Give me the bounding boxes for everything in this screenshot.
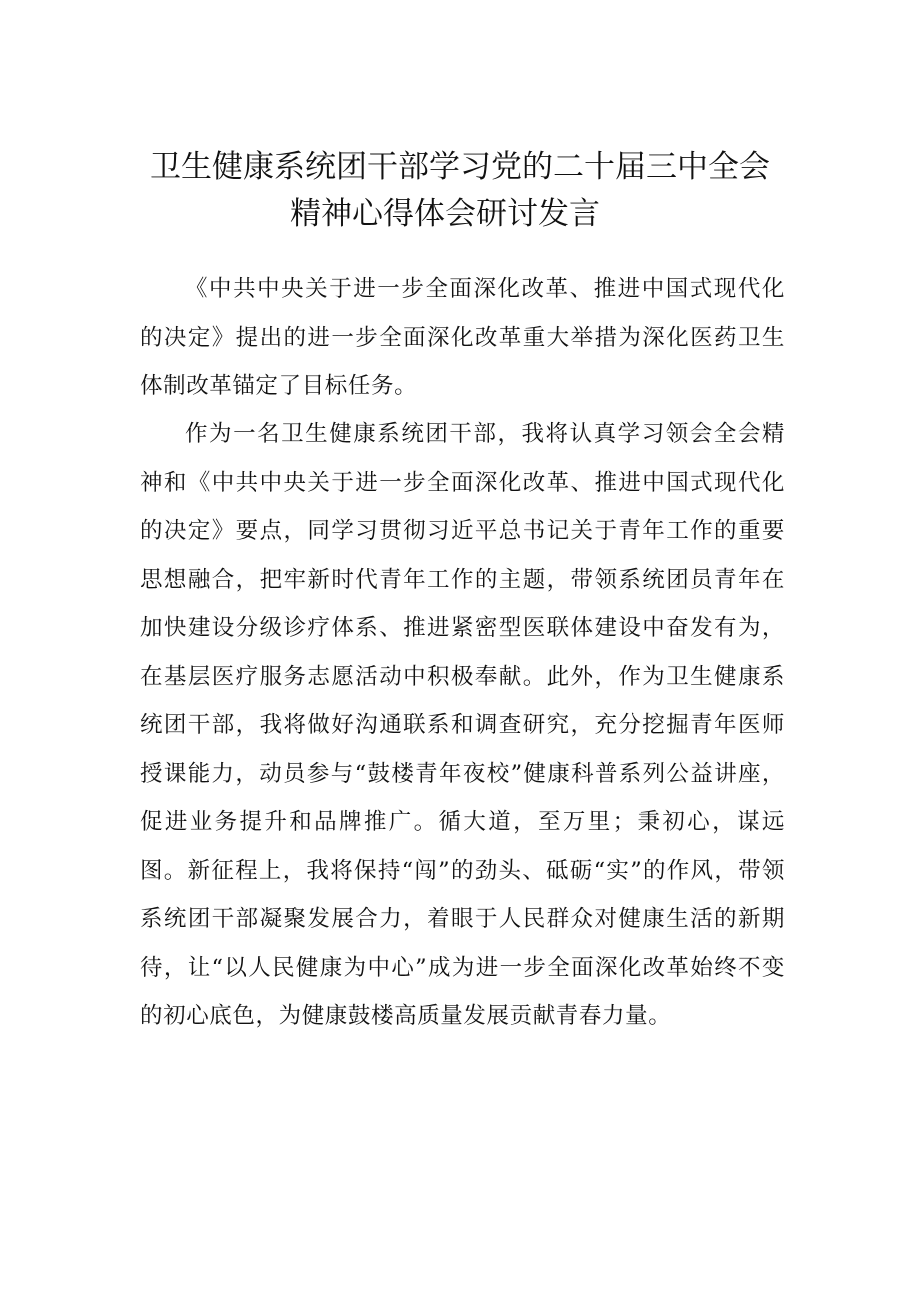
paragraph-1: 《中共中央关于进一步全面深化改革、推进中国式现代化的决定》提出的进一步全面深化改革重大举措为深化医药卫生体制改革锚定了目标任务。 <box>140 276 785 399</box>
paragraph-2: 作为一名卫生健康系统团干部，我将认真学习领会全会精神和《中共中央关于进一步全面深化改革、推进中国式现代化的决定》要点，同学习贯彻习近平总书记关于青年工作的重要思想融合，把牢新时代青年工作的主题，带领系统团员青年在加快建设分级诊疗体系、推进紧密型医联体建设中奋发有为，在基层医疗服务志愿活动中积极奉献。此外，作为卫生健康系统团干部，我将做好沟通联系和调查研究，充分挖掘青年医师授课能力，动员参与“鼓楼青年夜校”健康科普系列公益讲座，促进业务提升和品牌推广。循大道，至万里；秉初心，谋远图。新征程上，我将保持“闯”的劲头、砥砺“实”的作风，带领系统团干部凝聚发展合力，着眼于人民群众对健康生活的新期待，让“以人民健康为中心”成为进一步全面深化改革始终不变的初心底色，为健康鼓楼高质量发展贡献青春力量。 <box>140 421 785 1029</box>
document-title-line-1: 卫生健康系统团干部学习党的二十届三中全会 <box>150 149 770 185</box>
document-title-line-2: 精神心得体会研讨发言 <box>290 196 600 232</box>
